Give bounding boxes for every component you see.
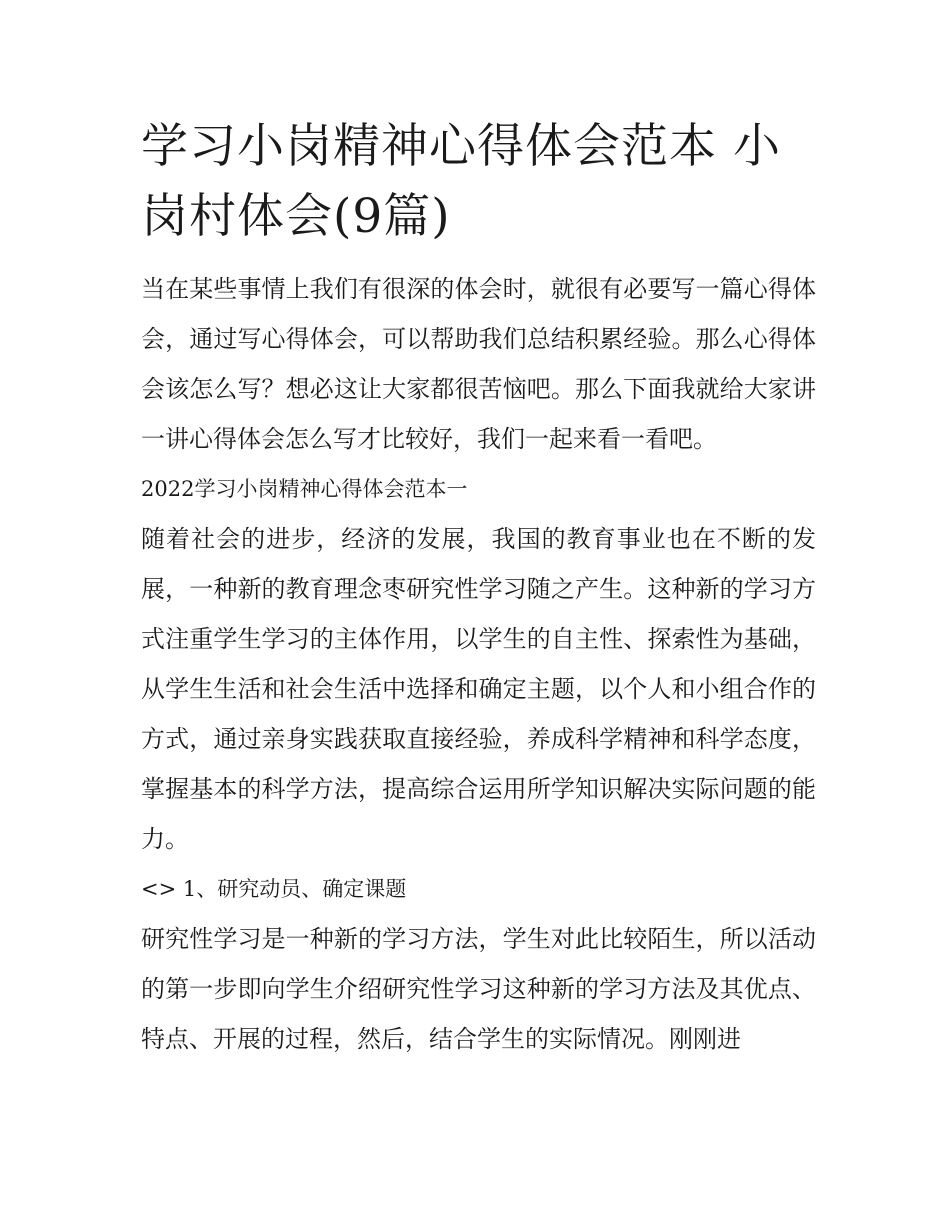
subsection-heading: <> 1、研究动员、确定课题 (141, 877, 407, 901)
document-body (141, 112, 816, 1064)
section-heading: 2022学习小岗精神心得体会范本一 (141, 477, 468, 501)
document-title: 学习小岗精神心得体会范本 小岗村体会(9篇) (141, 119, 781, 244)
body-paragraph-2: 研究性学习是一种新的学习方法，学生对此比较陌生，所以活动的第一步即向学生介绍研究性学习这种新的学习方法及其优点、特点、开展的过程，然后，结合学生的实际情况。刚刚进 (141, 925, 816, 1053)
body-paragraph: 随着社会的进步，经济的发展，我国的教育事业也在不断的发展，一种新的教育理念枣研究性学习随之产生。这种新的学习方式注重学生学习的主体作用，以学生的自主性、探索性为基础，从学生生活和社会生活中选择和确定主题，以个人和小组合作的方式，通过亲身实践获取直接经验，养成科学精神和科学态度，掌握基本的科学方法，提高综合运用所学知识解决实际问题的能力。 (141, 525, 816, 853)
intro-paragraph: 当在某些事情上我们有很深的体会时，就很有必要写一篇心得体会，通过写心得体会，可以帮助我们总结积累经验。那么心得体会该怎么写？想必这让大家都很苦恼吧。那么下面我就给大家讲一讲心得体会怎么写才比较好，我们一起来看一看吧。 (141, 275, 816, 453)
